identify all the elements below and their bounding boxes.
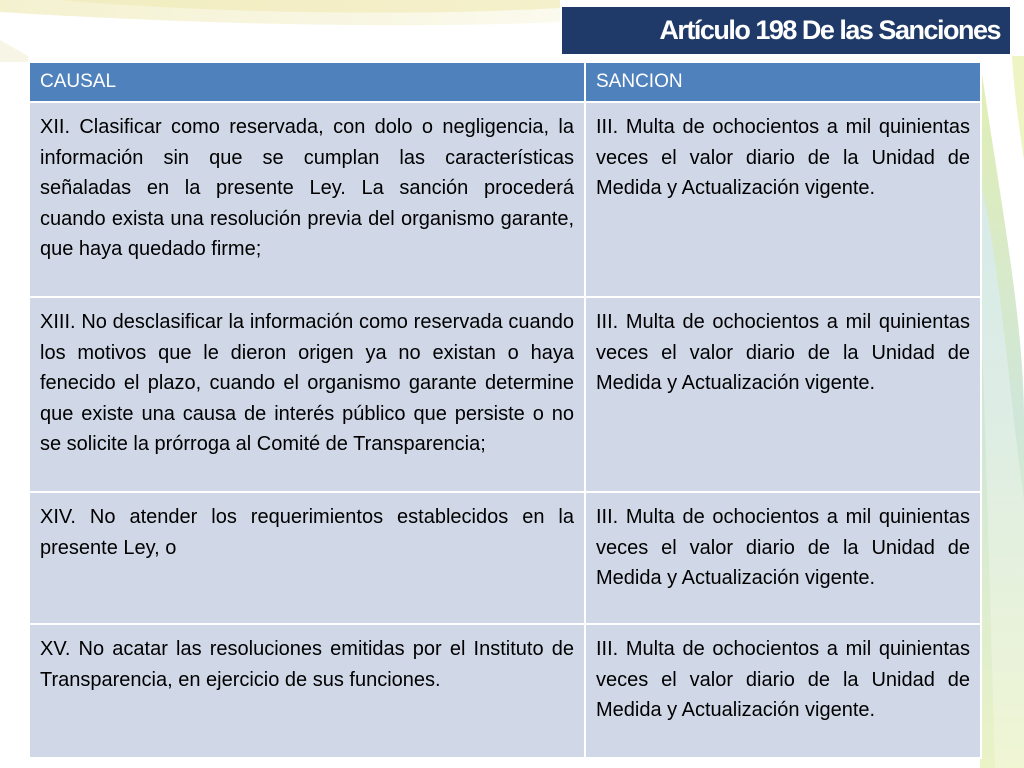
table-row <box>29 492 981 624</box>
table-row <box>29 102 981 297</box>
sancion-cell: III. Multa de ochocientos a mil quinientas veces el valor diario de la Unidad de Medida y Actualización vigente. <box>585 102 981 297</box>
causal-cell: XV. No acatar las resoluciones emitidas por el Instituto de Transparencia, en ejercicio de sus funciones. <box>29 624 585 758</box>
table-header-row <box>29 62 981 102</box>
title-bar <box>560 5 1012 56</box>
causal-cell: XII. Clasificar como reservada, con dolo o negligencia, la información sin que se cumplan las características señaladas en la presente Ley. La sanción procederá cuando exista una resolución previa del organismo garante, que haya quedado firme; <box>29 102 585 297</box>
table-row <box>29 624 981 758</box>
column-header-causal: CAUSAL <box>29 62 585 102</box>
table-row <box>29 297 981 492</box>
causal-cell: XIII. No desclasificar la información como reservada cuando los motivos que le dieron origen ya no existan o haya fenecido el plazo, cuando el organismo garante determine que existe una causa de interés público que persiste o no se solicite la prórroga al Comité de Transparencia; <box>29 297 585 492</box>
page-title: Artículo 198 De las Sanciones <box>659 15 1000 45</box>
sancion-cell: III. Multa de ochocientos a mil quinientas veces el valor diario de la Unidad de Medida y Actualización vigente. <box>585 492 981 624</box>
sancion-cell: III. Multa de ochocientos a mil quinientas veces el valor diario de la Unidad de Medida y Actualización vigente. <box>585 297 981 492</box>
sanctions-table <box>28 61 982 759</box>
column-header-sancion: SANCION <box>585 62 981 102</box>
sancion-cell: III. Multa de ochocientos a mil quinientas veces el valor diario de la Unidad de Medida y Actualización vigente. <box>585 624 981 758</box>
causal-cell: XIV. No atender los requerimientos establecidos en la presente Ley, o <box>29 492 585 624</box>
